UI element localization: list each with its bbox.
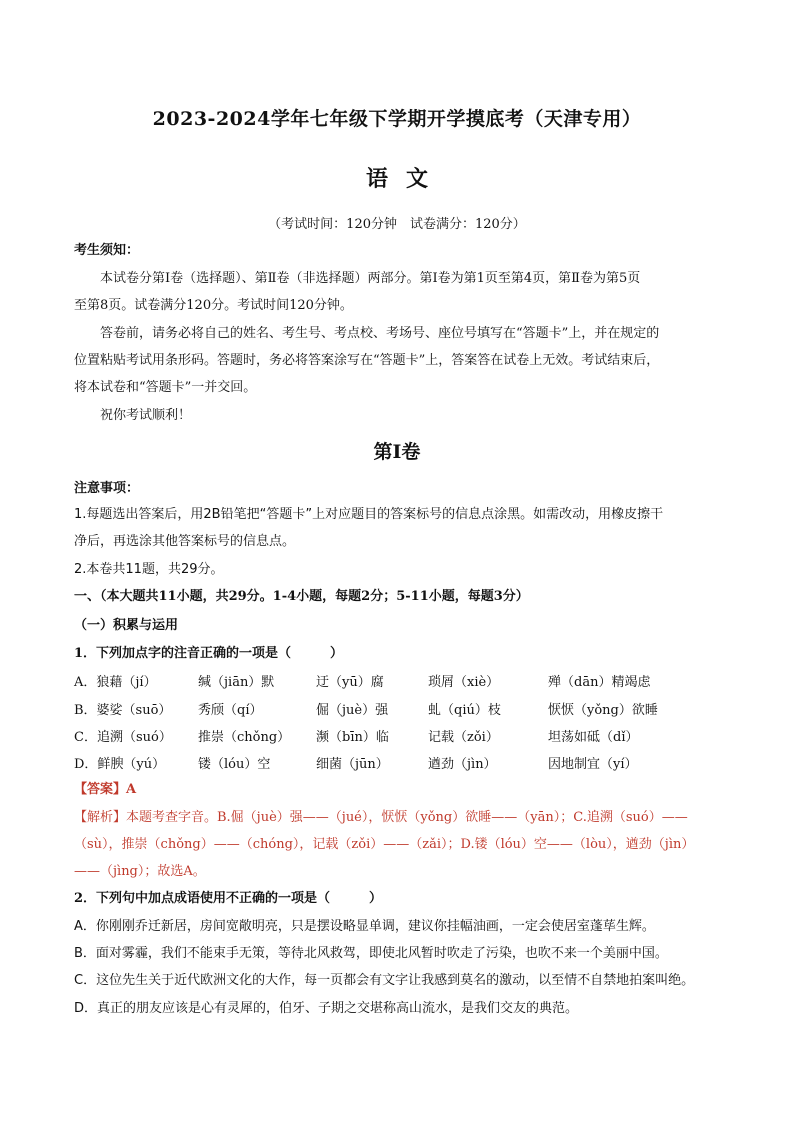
exam-info: （考试时间：120分钟 试卷满分：120分） bbox=[268, 217, 526, 232]
question-2-option-b: B．面对雾霾，我们不能束手无策，等待北风救驾，即使北风暂时吹走了污染，也吹不来一个美丽中国。 bbox=[74, 946, 668, 961]
subpart-heading: （一）积累与运用 bbox=[74, 618, 179, 633]
option-cell: 殚（dān）精竭虑 bbox=[548, 675, 651, 690]
option-cell: D．鲜腴（yú） bbox=[74, 757, 166, 772]
section-title: 第Ⅰ卷 bbox=[373, 441, 421, 463]
option-cell: 秀颀（qí） bbox=[198, 703, 263, 718]
option-cell: 遒劲（jìn） bbox=[428, 757, 497, 772]
option-cell: C．追溯（suó） bbox=[74, 730, 172, 745]
notice-paragraph-1-line-2: 至第8页。试卷满分120分。考试时间120分钟。 bbox=[74, 298, 353, 313]
notice-paragraph-2-line-2: 位置粘贴考试用条形码。答题时，务必将答案涂写在“答题卡”上，答案答在试卷上无效。考试结束后， bbox=[74, 353, 660, 368]
option-cell: 推崇（chǒng） bbox=[198, 730, 291, 745]
question-2-stem: 2．下列句中加点成语使用不正确的一项是（ ） bbox=[74, 891, 383, 906]
option-cell: 记载（zǒi） bbox=[428, 730, 499, 745]
exam-title: 2023-2024学年七年级下学期开学摸底考（天津专用） bbox=[152, 108, 642, 130]
option-cell: B．婆娑（suō） bbox=[74, 703, 172, 718]
option-cell: 倔（juè）强 bbox=[316, 703, 389, 718]
note-2: 2.本卷共11题，共29分。 bbox=[74, 562, 224, 577]
option-cell: 坦荡如砥（dǐ） bbox=[548, 730, 639, 745]
note-1-line-2: 净后，再选涂其他答案标号的信息点。 bbox=[74, 534, 296, 549]
notice-paragraph-2-line-1: 答卷前，请务必将自己的姓名、考生号、考点校、考场号、座位号填写在“答题卡”上，并在规定的 bbox=[100, 326, 660, 341]
notice-paragraph-2-line-3: 将本试卷和“答题卡”一并交回。 bbox=[74, 380, 257, 395]
question-1-analysis-line-2: （sù），推崇（chǒng）——（chóng），记载（zǒi）——（zǎi）；D.镂（lóu）空——（lòu），遒劲（jìn） bbox=[74, 837, 695, 852]
question-2-option-a: A．你刚刚乔迁新居，房间宽敞明亮，只是摆设略显单调，建议你挂幅油画，一定会使居室蓬荜生辉。 bbox=[74, 919, 655, 934]
part-heading: 一、（本大题共11小题，共29分。1-4小题，每题2分；5-11小题，每题3分） bbox=[74, 589, 529, 604]
option-cell: 因地制宜（yí） bbox=[548, 757, 638, 772]
option-cell: 缄（jiān）默 bbox=[198, 675, 275, 690]
question-2-option-d: D．真正的朋友应该是心有灵犀的，伯牙、子期之交堪称高山流水，是我们交友的典范。 bbox=[74, 1001, 579, 1016]
question-1-analysis-line-1: 【解析】本题考查字音。B.倔（juè）强——（jué），恹恹（yǒng）欲睡——（yān）；C.追溯（suó）—— bbox=[74, 810, 688, 825]
option-cell: A．狼藉（jí） bbox=[74, 675, 157, 690]
question-1-stem: 1．下列加点字的注音正确的一项是（ ） bbox=[74, 646, 344, 661]
notice-heading: 考生须知： bbox=[74, 243, 140, 258]
question-1-analysis-line-3: ——（jìng）；故选A。 bbox=[74, 864, 206, 879]
notes-heading: 注意事项： bbox=[74, 481, 140, 496]
option-cell: 镂（lóu）空 bbox=[198, 757, 271, 772]
option-cell: 琐屑（xiè） bbox=[428, 675, 500, 690]
option-cell: 虬（qiú）枝 bbox=[428, 703, 501, 718]
question-1-answer: 【答案】A bbox=[74, 782, 137, 797]
option-cell: 迂（yū）腐 bbox=[316, 675, 384, 690]
notice-wish: 祝你考试顺利！ bbox=[100, 408, 192, 423]
subject-title: 语文 bbox=[365, 166, 446, 192]
option-cell: 细菌（jūn） bbox=[316, 757, 389, 772]
note-1-line-1: 1.每题选出答案后，用2B铅笔把“答题卡”上对应题目的答案标号的信息点涂黑。如需改动，用橡皮擦干 bbox=[74, 507, 664, 522]
option-cell: 恹恹（yǒng）欲睡 bbox=[548, 703, 658, 718]
option-cell: 濒（bīn）临 bbox=[316, 730, 389, 745]
question-2-option-c: C．这位先生关于近代欧洲文化的大作，每一页都会有文字让我感到莫名的激动，以至情不自禁地拍案叫绝。 bbox=[74, 973, 695, 988]
notice-paragraph-1-line-1: 本试卷分第Ⅰ卷（选择题）、第Ⅱ卷（非选择题）两部分。第Ⅰ卷为第1页至第4页，第Ⅱ卷为第5页 bbox=[100, 271, 641, 286]
